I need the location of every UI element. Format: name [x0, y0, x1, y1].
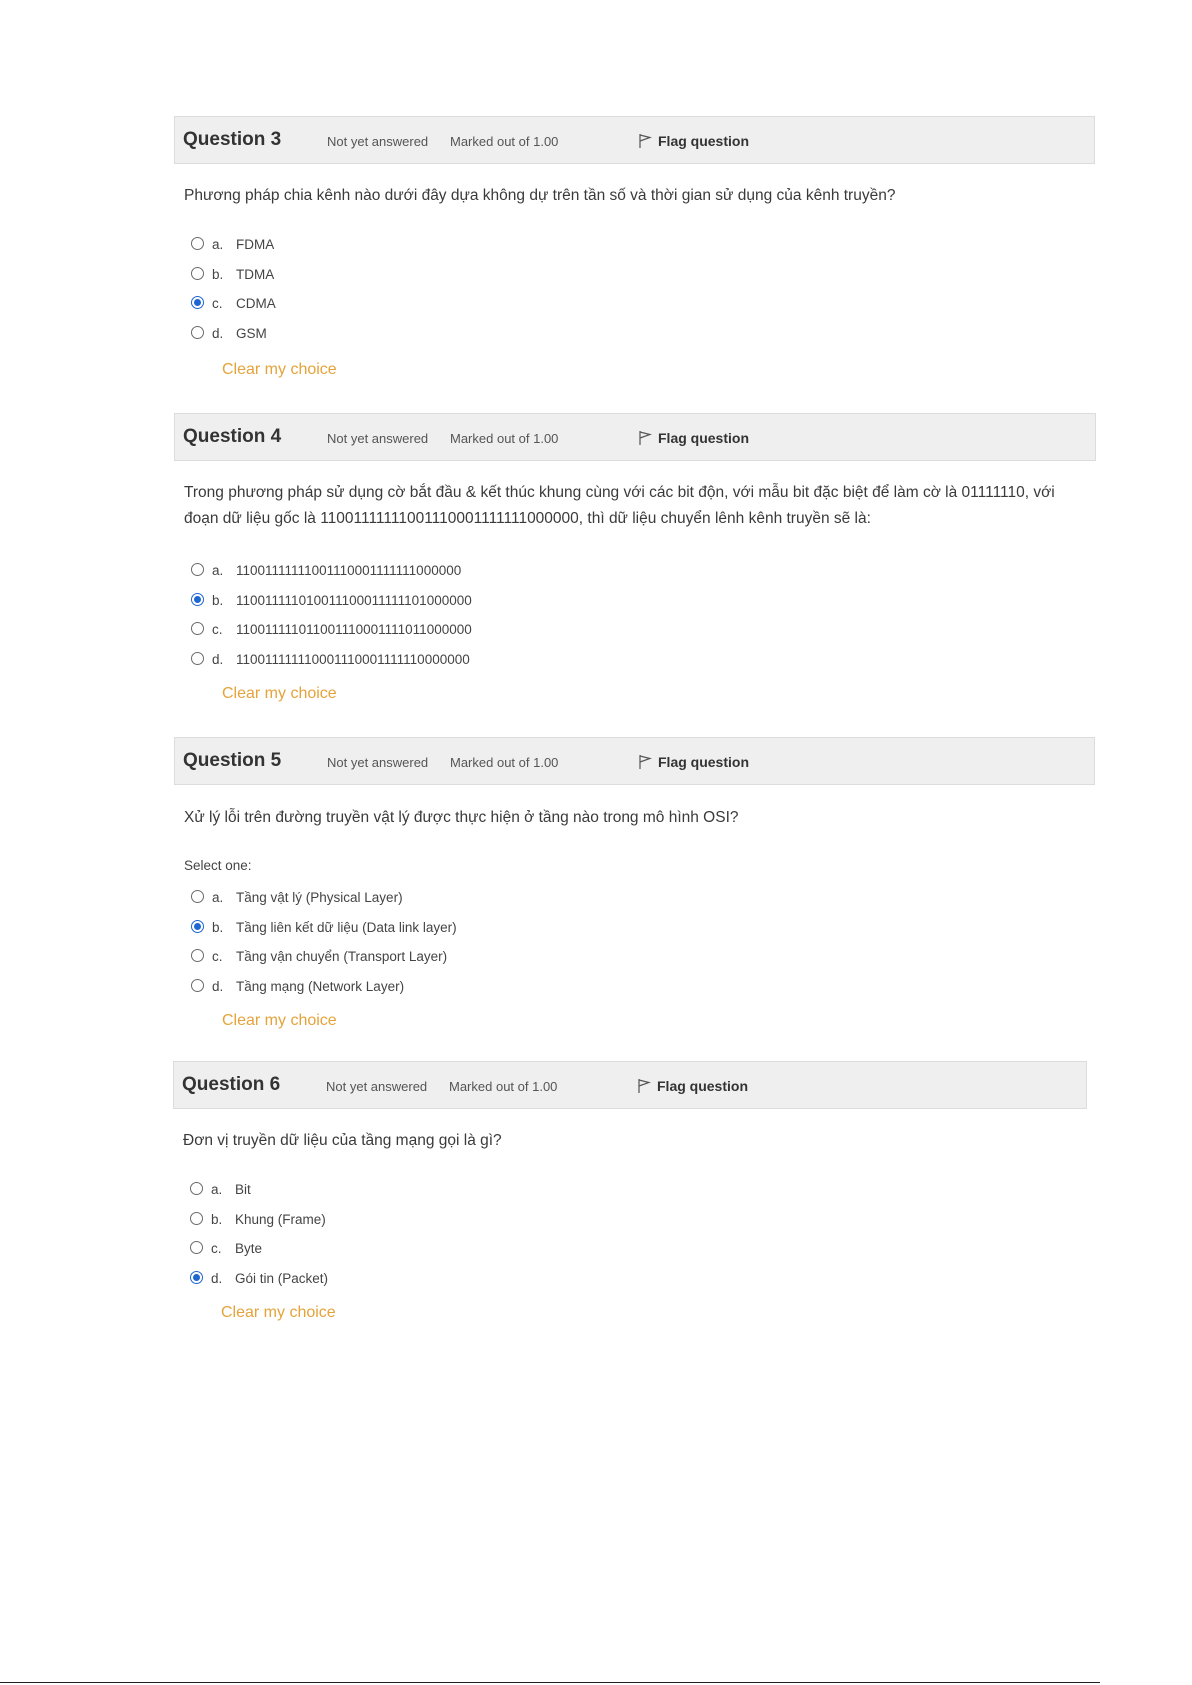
answer-letter: c. — [211, 1241, 222, 1256]
radio-button-selected[interactable] — [191, 920, 204, 933]
clear-my-choice-link[interactable]: Clear my choice — [222, 685, 337, 702]
flag-question-button[interactable] — [637, 1078, 748, 1094]
answer-text: Tầng mạng (Network Layer) — [236, 979, 405, 994]
radio-button[interactable] — [191, 949, 204, 962]
radio-button[interactable] — [191, 237, 204, 250]
answer-letter: a. — [212, 890, 224, 905]
answer-letter: b. — [212, 593, 224, 608]
question-state: Not yet answered — [327, 755, 429, 770]
answer-text: Tầng vật lý (Physical Layer) — [236, 890, 403, 905]
answer-text: 110011111010011100011111101000000 — [236, 593, 472, 608]
question-state: Not yet answered — [327, 134, 429, 149]
question-state: Not yet answered — [327, 431, 429, 446]
answer-text: CDMA — [236, 296, 276, 311]
answer-text: Khung (Frame) — [235, 1212, 326, 1227]
question-grade: Marked out of 1.00 — [450, 755, 559, 770]
flag-question-label: Flag question — [658, 430, 749, 446]
question-grade: Marked out of 1.00 — [449, 1079, 558, 1094]
clear-my-choice-link[interactable]: Clear my choice — [222, 361, 337, 378]
answer-text: FDMA — [236, 237, 275, 252]
question-header — [174, 116, 1095, 164]
radio-button[interactable] — [191, 979, 204, 992]
radio-button[interactable] — [190, 1182, 203, 1195]
question-title: Question 4 — [183, 426, 282, 447]
answer-letter: d. — [212, 652, 224, 667]
question-text: Trong phương pháp sử dụng cờ bắt đầu & kết thúc khung cùng với các bit độn, với mẫu bit đặc biệt để làm cờ là 01111110, với đoạn dữ liệu gốc là 11001111111001110001111111000000, thì dữ liệu chuyển lênh kênh truyền sẽ là: — [184, 484, 1055, 527]
answer-text: 110011111110001110001111110000000 — [236, 652, 470, 667]
question-header — [174, 737, 1095, 785]
answer-letter: b. — [212, 267, 224, 282]
flag-question-button[interactable] — [638, 133, 749, 149]
answer-letter: c. — [212, 949, 223, 964]
radio-button[interactable] — [191, 890, 204, 903]
question-state: Not yet answered — [326, 1079, 428, 1094]
radio-button[interactable] — [191, 622, 204, 635]
question-grade: Marked out of 1.00 — [450, 134, 559, 149]
answer-text: 110011111011001110001111011000000 — [236, 622, 472, 637]
answer-letter: d. — [212, 979, 224, 994]
flag-question-label: Flag question — [658, 754, 749, 770]
flag-icon — [638, 754, 652, 770]
question-title: Question 6 — [182, 1074, 281, 1095]
clear-my-choice-link[interactable]: Clear my choice — [221, 1304, 336, 1321]
answer-letter: a. — [212, 237, 224, 252]
question-text: Đơn vị truyền dữ liệu của tầng mạng gọi là gì? — [183, 1132, 502, 1149]
flag-question-label: Flag question — [657, 1078, 748, 1094]
radio-button[interactable] — [191, 326, 204, 339]
clear-my-choice-link[interactable]: Clear my choice — [222, 1012, 337, 1029]
radio-button[interactable] — [190, 1241, 203, 1254]
radio-button-selected[interactable] — [191, 593, 204, 606]
answer-text: Byte — [235, 1241, 263, 1256]
flag-icon — [638, 133, 652, 149]
answer-letter: c. — [212, 622, 223, 637]
flag-icon — [637, 1078, 651, 1094]
radio-button[interactable] — [191, 652, 204, 665]
answer-text: 11001111111001110001111111000000 — [236, 563, 462, 578]
flag-question-button[interactable] — [638, 754, 749, 770]
answer-text: Gói tin (Packet) — [235, 1271, 329, 1286]
answer-letter: a. — [212, 563, 224, 578]
question-grade: Marked out of 1.00 — [450, 431, 559, 446]
flag-question-button[interactable] — [638, 430, 749, 446]
answer-letter: b. — [211, 1212, 223, 1227]
answer-text: TDMA — [236, 267, 275, 282]
answer-letter: a. — [211, 1182, 223, 1197]
answer-letter: d. — [211, 1271, 223, 1286]
answer-text: Tầng vận chuyển (Transport Layer) — [236, 949, 448, 964]
flag-icon — [638, 430, 652, 446]
question-text: Xử lý lỗi trên đường truyền vật lý được thực hiện ở tầng nào trong mô hình OSI? — [184, 809, 739, 826]
answer-text: Tầng liên kết dữ liệu (Data link layer) — [236, 920, 457, 935]
radio-button-selected[interactable] — [190, 1271, 203, 1284]
question-title: Question 5 — [183, 750, 282, 771]
radio-button[interactable] — [191, 267, 204, 280]
page-bottom-divider — [0, 1682, 1100, 1683]
question-header — [173, 1061, 1087, 1109]
answer-letter: d. — [212, 326, 224, 341]
answer-text: Bit — [235, 1182, 251, 1197]
radio-button[interactable] — [191, 563, 204, 576]
question-header — [174, 413, 1096, 461]
question-title: Question 3 — [183, 129, 282, 150]
answer-text: GSM — [236, 326, 267, 341]
select-one-label: Select one: — [184, 858, 252, 873]
radio-button[interactable] — [190, 1212, 203, 1225]
flag-question-label: Flag question — [658, 133, 749, 149]
answer-letter: c. — [212, 296, 223, 311]
radio-button-selected[interactable] — [191, 296, 204, 309]
question-text: Phương pháp chia kênh nào dưới đây dựa không dự trên tần số và thời gian sử dụng của kênh truyền? — [184, 187, 896, 204]
answer-letter: b. — [212, 920, 224, 935]
